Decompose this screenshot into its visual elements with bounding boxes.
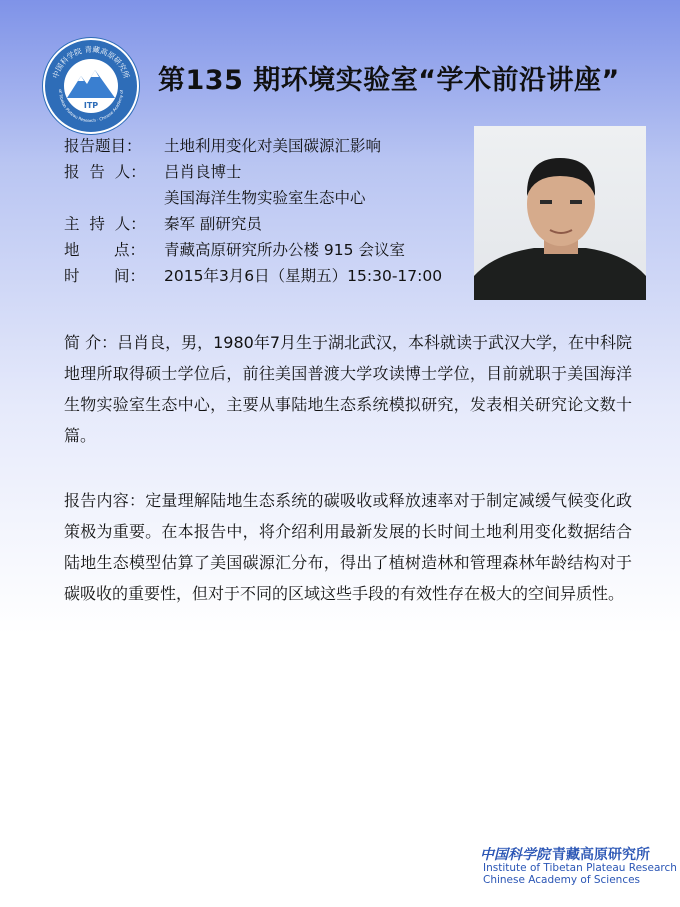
info-value: 2015年3月6日（星期五）15:30-17:00 [164, 267, 443, 285]
talk-info [64, 133, 484, 289]
footer-en-line2: Chinese Academy of Sciences [483, 874, 641, 886]
page-title: 第135 期环境实验室“学术前沿讲座” [158, 65, 620, 96]
institute-logo [43, 38, 139, 134]
info-label: 地 点： [64, 241, 145, 259]
speaker-portrait-icon [474, 126, 646, 300]
info-row [64, 237, 484, 263]
info-row [64, 263, 484, 289]
footer-en-line1: Institute of Tibetan Plateau Research [483, 862, 677, 874]
logo-arc-text: 中国科学院 青藏高原研究所 [50, 44, 132, 80]
info-row [64, 185, 484, 211]
info-row [64, 133, 484, 159]
info-value: 美国海洋生物实验室生态中心 [164, 189, 366, 207]
report-content [64, 485, 632, 609]
intro-text: 吕肖良，男，1980年7月生于湖北武汉，本科就读于武汉大学，在中科院地理所取得硕士学位后，前往美国普渡大学攻读博士学位，目前就职于美国海洋生物实验室生态中心，主要从事陆地生态系统模拟研究，发表相关研究论文数十篇。 [64, 333, 632, 445]
info-value: 吕肖良博士 [164, 163, 242, 181]
footer-institute-name [480, 844, 650, 864]
info-label: 主 持 人： [64, 215, 146, 233]
logo-arc-text-en: of Tibetan Plateau Research · Chinese Academy of [57, 89, 125, 124]
content-label: 报告内容： [64, 491, 146, 510]
footer-itp: 青藏高原研究所 [552, 847, 650, 863]
info-row [64, 159, 484, 185]
speaker-photo [474, 126, 646, 300]
info-label: 时 间： [64, 267, 145, 285]
info-row [64, 211, 484, 237]
info-label: 报 告 人： [64, 163, 146, 181]
info-label: 报告题目： [64, 137, 142, 155]
speaker-introduction [64, 327, 632, 451]
intro-label: 简 介： [64, 333, 118, 352]
footer-cas: 中国科学院 [480, 847, 550, 863]
logo-abbr: ITP [83, 101, 99, 110]
info-value: 秦军 副研究员 [164, 215, 262, 233]
info-value: 青藏高原研究所办公楼 915 会议室 [164, 241, 405, 259]
info-value: 土地利用变化对美国碳源汇影响 [164, 137, 382, 155]
content-text: 定量理解陆地生态系统的碳吸收或释放速率对于制定减缓气候变化政策极为重要。在本报告中，将介绍利用最新发展的长时间土地利用变化数据结合陆地生态模型估算了美国碳源汇分布，得出了植树造林和管理森林年龄结构对于碳吸收的重要性，但对于不同的区域这些手段的有效性存在极大的空间异质性。 [64, 491, 632, 603]
footer-english-name [483, 862, 677, 886]
info-label [64, 185, 164, 211]
logo-emblem [45, 40, 137, 132]
